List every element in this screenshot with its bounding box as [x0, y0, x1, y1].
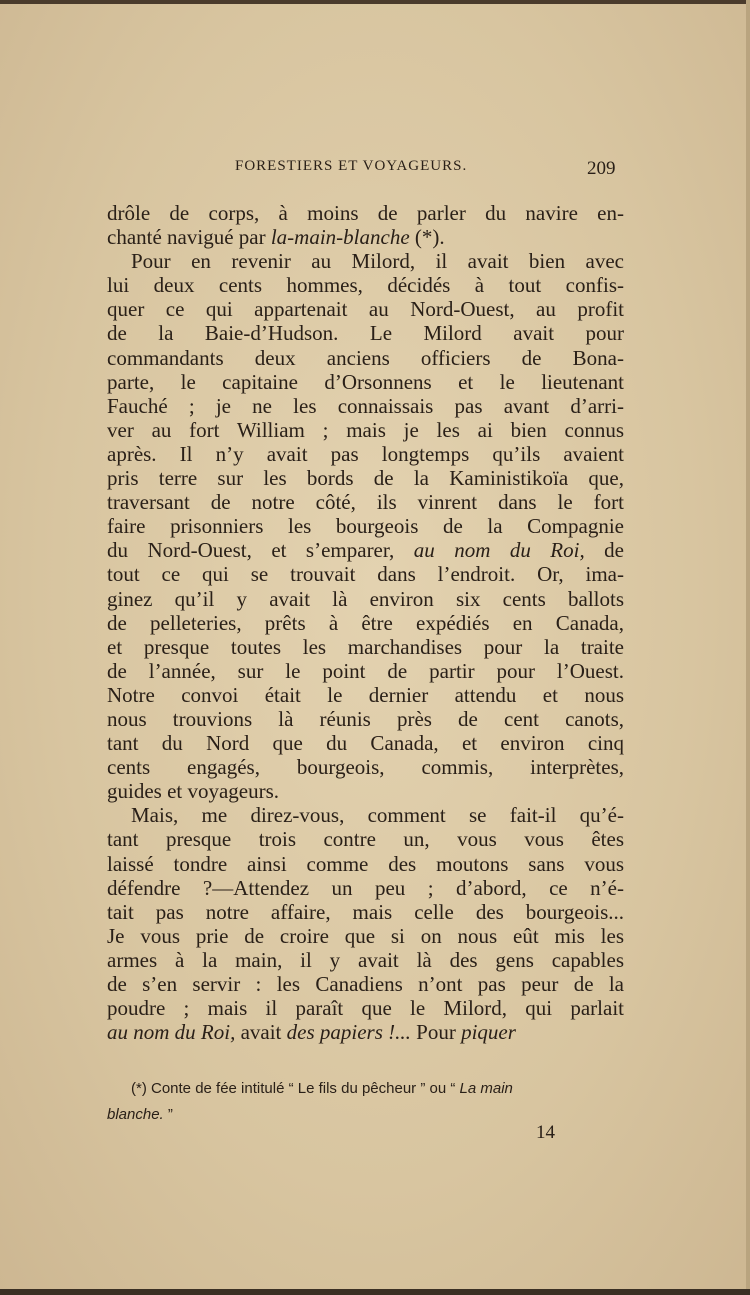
- body-line: [107, 683, 624, 707]
- footnote: [107, 1076, 624, 1128]
- body-text: lui deux cents hommes, décidés à tout confis-: [107, 273, 624, 298]
- body-italic-text: la-main-blanche: [270, 225, 410, 250]
- body-text: drôle de corps, à moins de parler du navire en-: [107, 201, 624, 225]
- body-line: [107, 321, 624, 345]
- body-line: [107, 249, 624, 273]
- body-text: cents engagés, bourgeois, commis, interprètes,: [107, 755, 624, 780]
- footnote-italic-text: La main: [459, 1080, 513, 1097]
- body-line: [107, 924, 624, 948]
- page-right-edge: [746, 0, 750, 1295]
- body-italic-text: au nom du Roi,: [413, 538, 585, 563]
- body-text: Je vous prie de croire que si on nous eût mis les: [107, 923, 624, 948]
- body-line: [107, 996, 624, 1020]
- page-header: [107, 158, 618, 182]
- body-text: du Nord-Ouest, et s’emparer,: [107, 538, 414, 563]
- body-text: (*).: [409, 225, 445, 250]
- body-text: traversant de notre côté, ils vinrent dans le fort: [107, 490, 624, 515]
- body-line: [107, 273, 624, 297]
- footnote-line: [107, 1076, 624, 1102]
- body-line: [107, 587, 624, 611]
- footnote-text: ”: [163, 1106, 173, 1123]
- body-text: pris terre sur les bords de la Kaministikoïa que,: [107, 466, 624, 491]
- body-text: guides et voyageurs.: [107, 779, 280, 804]
- body-line: [107, 731, 624, 755]
- body-text: après. Il n’y avait pas longtemps qu’ils avaient: [107, 441, 624, 466]
- body-text: Mais, me direz-vous, comment se fait-il qu’é-: [131, 803, 624, 828]
- body-line: [107, 779, 624, 803]
- body-line: [107, 972, 624, 996]
- body-line: [107, 803, 624, 827]
- body-text: ver au fort William ; mais je les ai bien connus: [107, 417, 624, 442]
- signature-mark: 14: [536, 1122, 555, 1143]
- body-text: parte, le capitaine d’Orsonnens et le lieutenant: [107, 369, 624, 394]
- body-line: [107, 225, 624, 249]
- body-text: commandants deux anciens officiers de Bona-: [107, 345, 624, 370]
- body-text: avait: [235, 1020, 287, 1045]
- footnote-italic-text: blanche.: [107, 1106, 164, 1123]
- body-text: tait pas notre affaire, mais celle des bourgeois...: [107, 899, 624, 924]
- body-line: [107, 297, 624, 321]
- body-line: [107, 852, 624, 876]
- body-text: armes à la main, il y avait là des gens capables: [107, 947, 624, 972]
- body-text: de: [584, 538, 624, 563]
- body-line: [107, 948, 624, 972]
- body-italic-text: des papiers !...: [286, 1020, 411, 1045]
- body-text: ginez qu’il y avait là environ six cents ballots: [107, 586, 624, 611]
- body-line: [107, 659, 624, 683]
- body-text: Notre convoi était le dernier attendu et nous: [107, 682, 624, 707]
- body-text: chanté navigué par: [107, 225, 271, 250]
- body-text: de s’en servir : les Canadiens n’ont pas peur de la: [107, 972, 624, 996]
- body-line: [107, 707, 624, 731]
- body-line: [107, 611, 624, 635]
- body-line: [107, 201, 624, 225]
- body-line: [107, 346, 624, 370]
- body-text: de l’année, sur le point de partir pour l’Ouest.: [107, 658, 624, 683]
- body-line: [107, 538, 624, 562]
- body-text: défendre ?—Attendez un peu ; d’abord, ce n’é-: [107, 875, 624, 900]
- body-line: [107, 755, 624, 779]
- body-line: [107, 514, 624, 538]
- body-line: [107, 635, 624, 659]
- body-line: [107, 466, 624, 490]
- body-text: Fauché ; je ne les connaissais pas avant d’arri-: [107, 393, 624, 418]
- body-text: tant du Nord que du Canada, et environ cinq: [107, 731, 624, 756]
- body-text: tant presque trois contre un, vous vous êtes: [107, 827, 624, 852]
- body-text: poudre ; mais il paraît que le Milord, qui parlait: [107, 996, 624, 1021]
- body-text: faire prisonniers les bourgeois de la Compagnie: [107, 514, 624, 539]
- body-text: laissé tondre ainsi comme des moutons sans vous: [107, 851, 624, 876]
- page-top-edge: [0, 0, 750, 4]
- footnote-text: (*) Conte de fée intitulé “ Le fils du pêcheur ” ou “: [131, 1080, 460, 1097]
- body-text: tout ce qui se trouvait dans l’endroit. Or, ima-: [107, 562, 624, 587]
- body-italic-text: au nom du Roi,: [107, 1020, 236, 1045]
- body-line: [107, 490, 624, 514]
- body-text: quer ce qui appartenait au Nord-Ouest, au profit: [107, 297, 624, 322]
- body-line: [107, 418, 624, 442]
- body-italic-text: piquer: [461, 1020, 516, 1045]
- body-text: nous trouvions là réunis près de cent canots,: [107, 706, 624, 731]
- body-text: et presque toutes les marchandises pour la traite: [107, 634, 624, 659]
- running-title: FORESTIERS ET VOYAGEURS.: [235, 158, 468, 174]
- body-text: de pelleteries, prêts à être expédiés en Canada,: [107, 610, 624, 635]
- body-text: [107, 201, 624, 1044]
- page-bottom-edge: [0, 1289, 750, 1295]
- body-line: [107, 827, 624, 851]
- body-line: [107, 876, 624, 900]
- body-line: [107, 1020, 624, 1044]
- body-line: [107, 394, 624, 418]
- body-text: de la Baie-d’Hudson. Le Milord avait pour: [107, 321, 624, 346]
- body-line: [107, 562, 624, 586]
- body-text: Pour: [410, 1020, 462, 1045]
- body-text: Pour en revenir au Milord, il avait bien avec: [131, 249, 624, 274]
- body-line: [107, 900, 624, 924]
- body-line: [107, 442, 624, 466]
- body-line: [107, 370, 624, 394]
- page-number: 209: [587, 158, 616, 179]
